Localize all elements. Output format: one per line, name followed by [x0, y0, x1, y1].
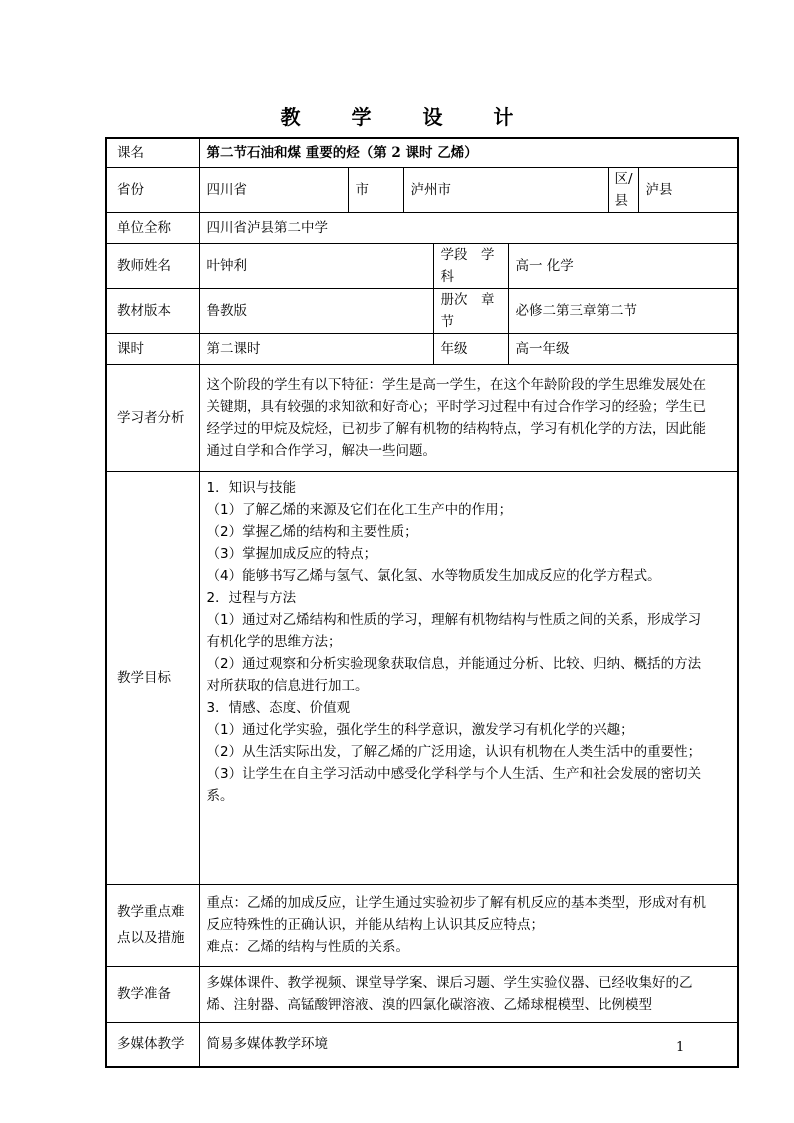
keypoints-line: 难点：乙烯的结构与性质的关系。 — [206, 939, 409, 955]
teacher-value: 叶钟利 — [199, 243, 433, 288]
prep-line: 烯、注射器、高锰酸钾溶液、溴的四氯化碳溶液、乙烯球棍模型、比例模型 — [206, 997, 652, 1013]
course-value: 第二节石油和煤 重要的烃（第 2 课时 乙烯） — [199, 138, 738, 167]
city-label: 市 — [348, 167, 403, 212]
row-period — [106, 333, 738, 364]
learner-text — [199, 364, 738, 471]
document-title: 教 学 设 计 — [280, 105, 536, 129]
row-multimedia — [106, 1022, 738, 1067]
row-course — [106, 138, 738, 167]
grade-label: 年级 — [433, 333, 508, 364]
subject-label: 学段 学科 — [433, 243, 508, 288]
row-location — [106, 167, 738, 212]
row-teacher — [106, 243, 738, 288]
goal-line: （1）通过化学实验，强化学生的科学意识，激发学习有机化学的兴趣； — [206, 721, 634, 738]
goal-line: 3．情感、态度、价值观 — [206, 699, 351, 716]
goal-line: （3）让学生在自主学习活动中感受化学科学与个人生活、生产和社会发展的密切关 — [206, 765, 702, 782]
row-key-points — [106, 884, 738, 966]
page-number: 1 — [676, 1040, 685, 1055]
row-teaching-goals — [106, 471, 738, 884]
edition-label: 教材版本 — [106, 288, 199, 333]
multimedia-label: 多媒体教学 — [106, 1022, 199, 1067]
goal-line: 有机化学的思维方法； — [206, 633, 342, 650]
row-edition — [106, 288, 738, 333]
chapter-label: 册次 章节 — [433, 288, 508, 333]
goals-text — [199, 471, 738, 884]
unit-value: 四川省泸县第二中学 — [199, 212, 738, 243]
learner-label: 学习者分析 — [106, 364, 199, 471]
goal-line: （4）能够书写乙烯与氢气、氯化氢、水等物质发生加成反应的化学方程式。 — [206, 567, 661, 584]
multimedia-value: 简易多媒体教学环境 — [199, 1022, 738, 1067]
learner-line: 经学过的甲烷及烷烃，已初步了解有机物的结构特点，学习有机化学的方法，因此能 — [206, 420, 706, 437]
goal-line: （2）从生活实际出发，了解乙烯的广泛用途，认识有机物在人类生活中的重要性； — [206, 743, 702, 760]
period-label: 课时 — [106, 333, 199, 364]
lesson-plan-table — [105, 137, 739, 1068]
keypoints-line: 重点：乙烯的加成反应，让学生通过实验初步了解有机反应的基本类型，形成对有机 — [206, 895, 706, 911]
keypoints-label-line: 教学重点难 — [117, 904, 185, 920]
keypoints-line: 反应特殊性的正确认识，并能从结构上认识其反应特点； — [206, 917, 544, 933]
goal-line: （2）通过观察和分析实验现象获取信息，并能通过分析、比较、归纳、概括的方法 — [206, 655, 702, 672]
teacher-label: 教师姓名 — [106, 243, 199, 288]
learner-line: 这个阶段的学生有以下特征：学生是高一学生，在这个年龄阶段的学生思维发展处在 — [206, 376, 706, 393]
prep-text — [199, 966, 738, 1022]
learner-line: 通过自学和合作学习，解决一些问题。 — [206, 442, 436, 459]
province-value: 四川省 — [199, 167, 348, 212]
goal-line: （1）通过对乙烯结构和性质的学习，理解有机物结构与性质之间的关系，形成学习 — [206, 611, 702, 628]
chapter-value: 必修二第三章第二节 — [508, 288, 738, 333]
subject-value: 高一 化学 — [508, 243, 738, 288]
learner-line: 关键期，具有较强的求知欲和好奇心；平时学习过程中有过合作学习的经验；学生已 — [206, 398, 706, 415]
county-label: 区/县 — [608, 167, 638, 212]
prep-label: 教学准备 — [106, 966, 199, 1022]
goal-line: （1）了解乙烯的来源及它们在化工生产中的作用； — [206, 501, 513, 518]
unit-label: 单位全称 — [106, 212, 199, 243]
goal-line: 1．知识与技能 — [206, 479, 297, 496]
keypoints-text — [199, 884, 738, 966]
row-preparation — [106, 966, 738, 1022]
row-learner-analysis — [106, 364, 738, 471]
period-value: 第二课时 — [199, 333, 433, 364]
goal-line: 系。 — [206, 787, 234, 804]
prep-line: 多媒体课件、教学视频、课堂导学案、课后习题、学生实验仪器、已经收集好的乙 — [206, 975, 693, 991]
city-value: 泸州市 — [403, 167, 608, 212]
goal-line: （3）掌握加成反应的特点； — [206, 545, 378, 562]
county-value: 泸县 — [638, 167, 738, 212]
goal-line: 2．过程与方法 — [206, 589, 297, 606]
keypoints-label — [106, 884, 199, 966]
goal-line: （2）掌握乙烯的结构和主要性质； — [206, 523, 418, 540]
goals-label: 教学目标 — [106, 471, 199, 884]
keypoints-label-line: 点以及措施 — [117, 930, 185, 946]
row-unit — [106, 212, 738, 243]
edition-value: 鲁教版 — [199, 288, 433, 333]
province-label: 省份 — [106, 167, 199, 212]
goal-line: 对所获取的信息进行加工。 — [206, 677, 369, 694]
grade-value: 高一年级 — [508, 333, 738, 364]
course-label: 课名 — [106, 138, 199, 167]
